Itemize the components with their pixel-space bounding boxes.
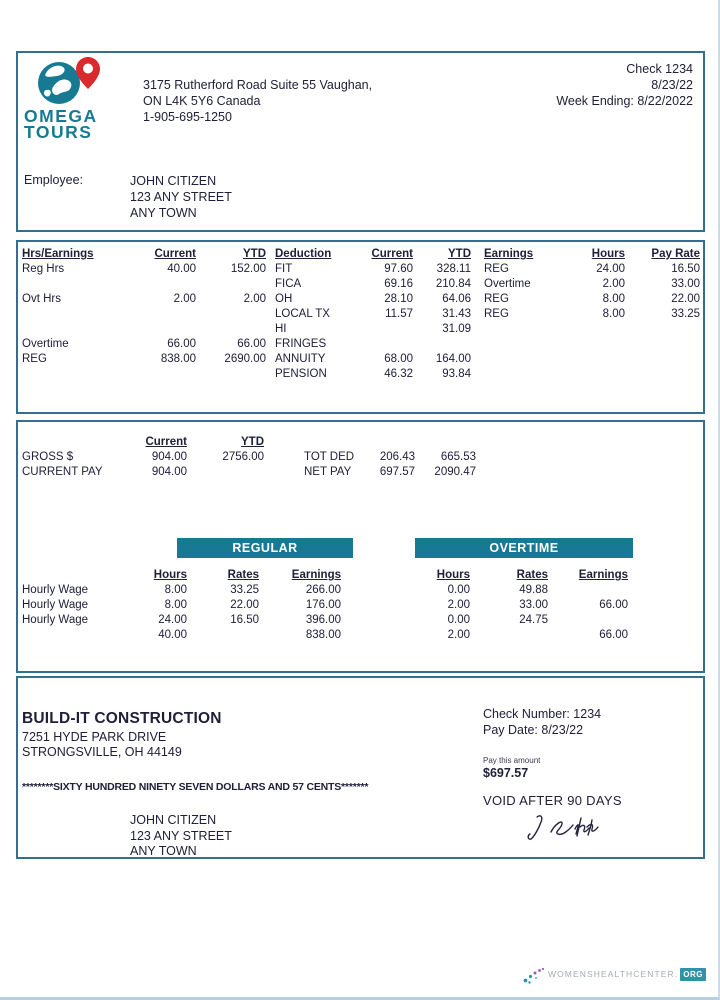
row-ytd (196, 322, 266, 337)
check-number: Check 1234 (626, 62, 693, 76)
row-label: REG (484, 308, 509, 320)
row-label: FICA (275, 278, 302, 290)
employee-address-block (130, 173, 232, 221)
pay-amount-value: $697.57 (483, 766, 529, 780)
row-current (353, 337, 413, 352)
company-logo-text (24, 108, 98, 140)
row-hours: 2.00 (602, 278, 625, 290)
col-header: YTD (448, 248, 471, 260)
row-ytd (196, 307, 266, 322)
spacer-cell (264, 450, 304, 465)
col-header: Current (145, 436, 187, 448)
col-header: Current (154, 248, 196, 260)
week-ending: Week Ending: 8/22/2022 (556, 94, 693, 108)
row-current (108, 277, 196, 292)
row-label: FRINGES (275, 338, 327, 350)
table-total-row (22, 628, 632, 643)
col-header: Earnings (484, 248, 534, 260)
reg-earnings: 266.00 (305, 584, 341, 596)
row-label (22, 277, 108, 292)
void-after-text: VOID AFTER 90 DAYS (483, 793, 622, 808)
ot-hours: 0.00 (447, 614, 470, 626)
row-label: Overtime (484, 278, 531, 290)
table-row (22, 337, 266, 352)
gross-ytd: 2756.00 (222, 451, 264, 463)
ot-earnings (548, 613, 628, 628)
employee-label: Employee: (24, 173, 84, 187)
row-current: 46.32 (384, 368, 413, 380)
employee-name: JOHN CITIZEN (130, 174, 217, 188)
col-header: Earnings (578, 569, 628, 581)
col-header: Earnings (291, 569, 341, 581)
logo-word-tours: TOURS (24, 122, 93, 142)
table-row (275, 352, 471, 367)
table-row (484, 262, 700, 277)
reg-earnings: 396.00 (305, 614, 341, 626)
row-rate: 22.00 (671, 293, 700, 305)
ot-earnings (548, 583, 628, 598)
table-row (22, 613, 632, 628)
address-line-1: 3175 Rutherford Road Suite 55 Vaughan, (143, 78, 373, 92)
earnings-detail-section (16, 240, 705, 414)
watermark-site-text: WOMENSHEALTHCENTER. (547, 969, 679, 979)
row-rate: 33.25 (671, 308, 700, 320)
ot-hours: 0.00 (447, 584, 470, 596)
row-ytd: 93.84 (442, 368, 471, 380)
payee-name: JOHN CITIZEN (130, 813, 217, 827)
row-label: REG (484, 293, 509, 305)
reg-earnings-total: 838.00 (305, 629, 341, 641)
hours-earnings-table (22, 247, 266, 367)
row-current: 69.16 (384, 278, 413, 290)
watermark-dots-icon (522, 963, 546, 985)
gross-label: GROSS $ (22, 451, 74, 463)
ot-hours-total: 2.00 (447, 629, 470, 641)
col-header: Hrs/Earnings (22, 248, 94, 260)
payee-address-block (130, 813, 232, 860)
row-hours: 24.00 (596, 263, 625, 275)
row-ytd: 164.00 (435, 353, 471, 365)
reg-hours: 8.00 (164, 584, 187, 596)
col-header: Current (371, 248, 413, 260)
row-current: 66.00 (167, 338, 196, 350)
row-label: Ovt Hrs (22, 293, 61, 305)
row-label (22, 307, 108, 322)
row-ytd: 328.11 (436, 263, 471, 275)
row-current (108, 307, 196, 322)
table-row (484, 307, 700, 322)
row-label: Hourly Wage (22, 584, 89, 596)
signature (521, 810, 613, 846)
pay-summary-table (22, 435, 476, 480)
col-header: Rates (227, 569, 259, 581)
table-row (275, 307, 471, 322)
deductions-table (275, 247, 471, 382)
check-date: 8/23/22 (651, 78, 693, 92)
row-ytd: 2.00 (243, 293, 266, 305)
tot-ded-label: TOT DED (304, 451, 355, 463)
net-pay-label: NET PAY (304, 466, 352, 478)
col-header: Hours (153, 569, 187, 581)
row-current: 97.60 (384, 263, 413, 275)
check-number-line: Check Number: 1234 (483, 707, 602, 721)
table-row (22, 465, 476, 480)
table-row (484, 292, 700, 307)
table-header-row (22, 568, 632, 583)
row-ytd: 31.09 (442, 323, 471, 335)
table-header-row (22, 435, 476, 450)
row-label: REG (484, 263, 509, 275)
table-row (22, 277, 266, 292)
col-header: Rates (516, 569, 548, 581)
spacer-cell (187, 465, 264, 480)
reg-hours: 24.00 (158, 614, 187, 626)
table-row (22, 262, 266, 277)
row-ytd: 152.00 (230, 263, 266, 275)
company-address (143, 77, 372, 125)
reg-rate: 22.00 (230, 599, 259, 611)
globe-pin-icon (36, 55, 104, 107)
row-ytd: 210.84 (435, 278, 471, 290)
table-row (275, 292, 471, 307)
row-label: PENSION (275, 368, 327, 380)
overtime-section-header: OVERTIME (415, 538, 633, 558)
table-row (22, 307, 266, 322)
ot-rate: 49.88 (519, 584, 548, 596)
header-section (16, 51, 705, 232)
summary-section (16, 420, 705, 673)
spacer-cell (470, 628, 548, 643)
col-header: Hours (436, 569, 470, 581)
payer-company-name: BUILD-IT CONSTRUCTION (22, 710, 222, 727)
row-ytd: 2690.00 (224, 353, 266, 365)
table-row (22, 583, 632, 598)
row-current (353, 322, 413, 337)
payer-street: 7251 HYDE PARK DRIVE (22, 730, 167, 744)
earnings-rate-table (484, 247, 700, 322)
row-rate: 16.50 (671, 263, 700, 275)
spacer-cell (22, 568, 112, 583)
row-label: REG (22, 353, 47, 365)
tot-ded-ytd: 665.53 (440, 451, 476, 463)
row-current: 838.00 (160, 353, 196, 365)
ot-earnings-total: 66.00 (599, 629, 628, 641)
col-header: Pay Rate (651, 248, 700, 260)
net-pay-current: 697.57 (379, 466, 415, 478)
row-current: 68.00 (384, 353, 413, 365)
row-current: 40.00 (167, 263, 196, 275)
row-ytd (413, 337, 471, 352)
table-row (22, 352, 266, 367)
ot-rate: 24.75 (519, 614, 548, 626)
ot-rate: 33.00 (519, 599, 548, 611)
reg-hours-total: 40.00 (158, 629, 187, 641)
current-pay-label: CURRENT PAY (22, 466, 103, 478)
watermark (522, 963, 706, 985)
table-row (22, 450, 476, 465)
reg-rate: 33.25 (230, 584, 259, 596)
table-row (484, 277, 700, 292)
table-header-row (22, 247, 266, 262)
spacer-cell (22, 628, 112, 643)
row-label: HI (275, 323, 287, 335)
reg-earnings: 176.00 (305, 599, 341, 611)
row-ytd: 66.00 (237, 338, 266, 350)
row-ytd: 31.43 (442, 308, 471, 320)
row-label: Reg Hrs (22, 263, 65, 275)
ot-earnings: 66.00 (599, 599, 628, 611)
reg-hours: 8.00 (164, 599, 187, 611)
gross-current: 904.00 (151, 451, 187, 463)
row-label: Hourly Wage (22, 614, 89, 626)
payee-town: ANY TOWN (130, 844, 197, 858)
table-row (22, 322, 266, 337)
row-label: ANNUITY (275, 353, 326, 365)
spacer-cell (22, 435, 132, 450)
row-hours: 8.00 (602, 293, 625, 305)
table-header-row (484, 247, 700, 262)
check-detail-column (483, 706, 622, 849)
table-row (22, 292, 266, 307)
address-line-3: 1-905-695-1250 (143, 110, 232, 124)
row-label: LOCAL TX (275, 308, 330, 320)
wage-breakdown-table (22, 568, 632, 643)
row-label: OH (275, 293, 293, 305)
col-header: Deduction (275, 248, 332, 260)
watermark-tld-badge: ORG (680, 968, 706, 981)
row-current: 11.57 (385, 308, 413, 320)
row-ytd (196, 277, 266, 292)
employee-town: ANY TOWN (130, 206, 197, 220)
row-current: 28.10 (384, 293, 413, 305)
tot-ded-current: 206.43 (379, 451, 415, 463)
col-header: YTD (243, 248, 266, 260)
row-hours: 8.00 (602, 308, 625, 320)
row-rate: 33.00 (671, 278, 700, 290)
pay-date-line: Pay Date: 8/23/22 (483, 723, 584, 737)
table-row (275, 337, 471, 352)
col-header: YTD (241, 436, 264, 448)
table-row (22, 598, 632, 613)
row-current (108, 322, 196, 337)
check-section (16, 676, 705, 859)
logo-word-omega: OMEGA (24, 106, 98, 126)
table-header-row (275, 247, 471, 262)
row-current: 2.00 (173, 293, 196, 305)
regular-section-header: REGULAR (177, 538, 353, 558)
table-row (275, 322, 471, 337)
payee-street: 123 ANY STREET (130, 828, 232, 843)
row-ytd: 64.06 (442, 293, 471, 305)
row-label (22, 322, 108, 337)
table-row (275, 367, 471, 382)
address-line-2: ON L4K 5Y6 Canada (143, 94, 261, 108)
row-label: FIT (275, 263, 293, 275)
spacer-cell (187, 628, 259, 643)
payer-city: STRONGSVILLE, OH 44149 (22, 745, 182, 759)
table-row (275, 262, 471, 277)
col-header: Hours (591, 248, 625, 260)
spacer-cell (264, 465, 304, 480)
pay-this-amount-label: Pay this amount (483, 756, 541, 765)
ot-hours: 2.00 (447, 599, 470, 611)
payer-company-address (22, 730, 182, 760)
table-row (275, 277, 471, 292)
current-pay-current: 904.00 (151, 466, 187, 478)
employee-street: 123 ANY STREET (130, 190, 232, 204)
net-pay-ytd: 2090.47 (434, 466, 476, 478)
row-label: Overtime (22, 338, 69, 350)
row-label: Hourly Wage (22, 599, 89, 611)
check-info (556, 61, 693, 109)
reg-rate: 16.50 (230, 614, 259, 626)
amount-in-words: ********SIXTY HUNDRED NINETY SEVEN DOLLARS AND 57 CENTS******* (22, 781, 369, 793)
